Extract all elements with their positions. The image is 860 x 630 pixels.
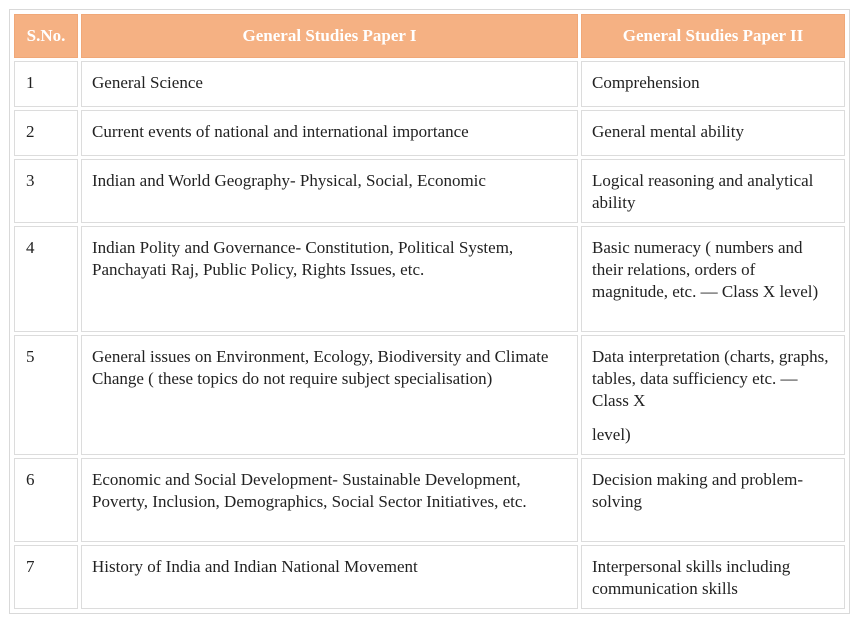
cell-paper-1: General Science	[81, 61, 578, 107]
table-row	[14, 458, 845, 542]
cell-paper-1: History of India and Indian National Movement	[81, 545, 578, 609]
cell-sno: 3	[14, 159, 78, 223]
syllabus-table-container	[9, 9, 850, 614]
header-paper-2: General Studies Paper II	[581, 14, 845, 58]
header-sno: S.No.	[14, 14, 78, 58]
syllabus-table	[11, 11, 848, 612]
table-row	[14, 226, 845, 332]
cell-paper-2: Interpersonal skills including communication skills	[581, 545, 845, 609]
table-row	[14, 335, 845, 455]
cell-sno: 7	[14, 545, 78, 609]
cell-paper-2: Comprehension	[581, 61, 845, 107]
table-row	[14, 110, 845, 156]
cell-paper-2-text: Data interpretation (charts, graphs, tables, data sufficiency etc. — Class X	[592, 347, 829, 410]
header-paper-1: General Studies Paper I	[81, 14, 578, 58]
cell-paper-1: Current events of national and international importance	[81, 110, 578, 156]
cell-paper-1: Indian Polity and Governance- Constitution, Political System, Panchayati Raj, Public Policy, Rights Issues, etc.	[81, 226, 578, 332]
cell-sno: 2	[14, 110, 78, 156]
cell-paper-1: General issues on Environment, Ecology, Biodiversity and Climate Change ( these topics do not require subject specialisation)	[81, 335, 578, 455]
table-row	[14, 159, 845, 223]
cell-paper-1: Indian and World Geography- Physical, Social, Economic	[81, 159, 578, 223]
cell-sno: 6	[14, 458, 78, 542]
cell-sno: 1	[14, 61, 78, 107]
cell-paper-2-continuation: level)	[592, 425, 631, 444]
cell-paper-2: Logical reasoning and analytical ability	[581, 159, 845, 223]
table-row	[14, 61, 845, 107]
cell-paper-2: General mental ability	[581, 110, 845, 156]
table-header-row	[14, 14, 845, 58]
cell-sno: 4	[14, 226, 78, 332]
cell-sno: 5	[14, 335, 78, 455]
cell-paper-2	[581, 335, 845, 455]
cell-paper-2: Basic numeracy ( numbers and their relations, orders of magnitude, etc. — Class X level)	[581, 226, 845, 332]
table-row	[14, 545, 845, 609]
cell-paper-2: Decision making and problem-solving	[581, 458, 845, 542]
cell-paper-1: Economic and Social Development- Sustainable Development, Poverty, Inclusion, Demographics, Social Sector Initiatives, etc.	[81, 458, 578, 542]
